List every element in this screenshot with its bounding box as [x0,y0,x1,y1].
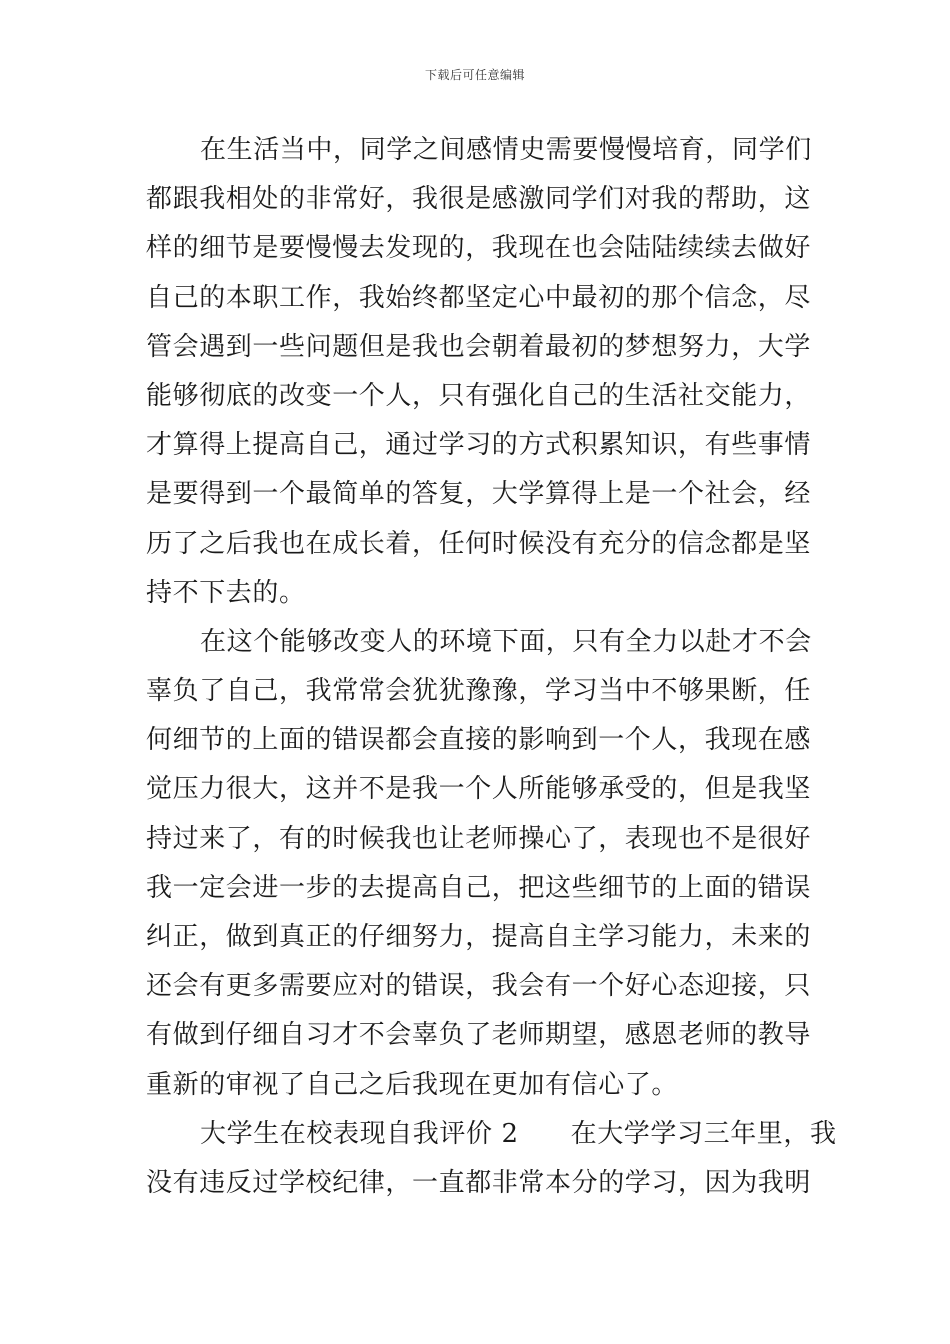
paragraph-line: 没有违反过学校纪律，一直都非常本分的学习，因为我明 [146,1167,812,1198]
body-text [146,126,837,1208]
paragraph-line: 能够彻底的改变一个人，只有强化自己的生活社交能力， [146,380,812,411]
paragraph-lead: 在大学学习三年里，我 [570,1118,837,1149]
paragraph-line: 辜负了自己，我常常会犹犹豫豫，学习当中不够果断，任 [146,676,812,707]
paragraph-2 [146,618,811,1110]
paragraph-3 [146,1110,837,1208]
paragraph-line: 历了之后我也在成长着，任何时候没有充分的信念都是坚 [146,528,812,559]
paragraph-line: 还会有更多需要应对的错误，我会有一个好心态迎接，只 [146,971,812,1002]
paragraph-line: 持过来了，有的时候我也让老师操心了，表现也不是很好 [146,823,812,854]
paragraph-line: 管会遇到一些问题但是我也会朝着最初的梦想努力，大学 [146,331,812,362]
paragraph-line: 持不下去的。 [146,577,306,608]
paragraph-line: 在生活当中，同学之间感情史需要慢慢培育，同学们 [200,135,812,165]
paragraph-line: 何细节的上面的错误都会直接的影响到一个人，我现在感 [146,725,812,756]
paragraph-line: 重新的审视了自己之后我现在更加有信心了。 [146,1069,679,1100]
paragraph-line: 纠正，做到真正的仔细努力，提高自主学习能力，未来的 [146,922,812,952]
paragraph-line: 我一定会进一步的去提高自己，把这些细节的上面的错误 [146,872,812,903]
paragraph-line [146,1110,837,1159]
paragraph-line: 样的细节是要慢慢去发现的，我现在也会陆陆续续去做好 [146,233,812,264]
paragraph-line: 觉压力很大，这并不是我一个人所能够承受的，但是我坚 [146,774,812,805]
paragraph-line: 自己的本职工作，我始终都坚定心中最初的那个信念，尽 [146,282,812,313]
paragraph-1 [146,126,811,618]
section-heading: 大学生在校表现自我评价 2 [200,1118,519,1149]
paragraph-line: 才算得上提高自己，通过学习的方式积累知识，有些事情 [146,430,812,461]
paragraph-line: 都跟我相处的非常好，我很是感激同学们对我的帮助，这 [146,184,812,215]
header-note: 下载后可任意编辑 [424,68,525,82]
paragraph-line: 有做到仔细自习才不会辜负了老师期望，感恩老师的教导 [146,1020,812,1051]
paragraph-line: 是要得到一个最简单的答复，大学算得上是一个社会，经 [146,479,812,510]
paragraph-line: 在这个能够改变人的环境下面，只有全力以赴才不会 [200,626,812,657]
